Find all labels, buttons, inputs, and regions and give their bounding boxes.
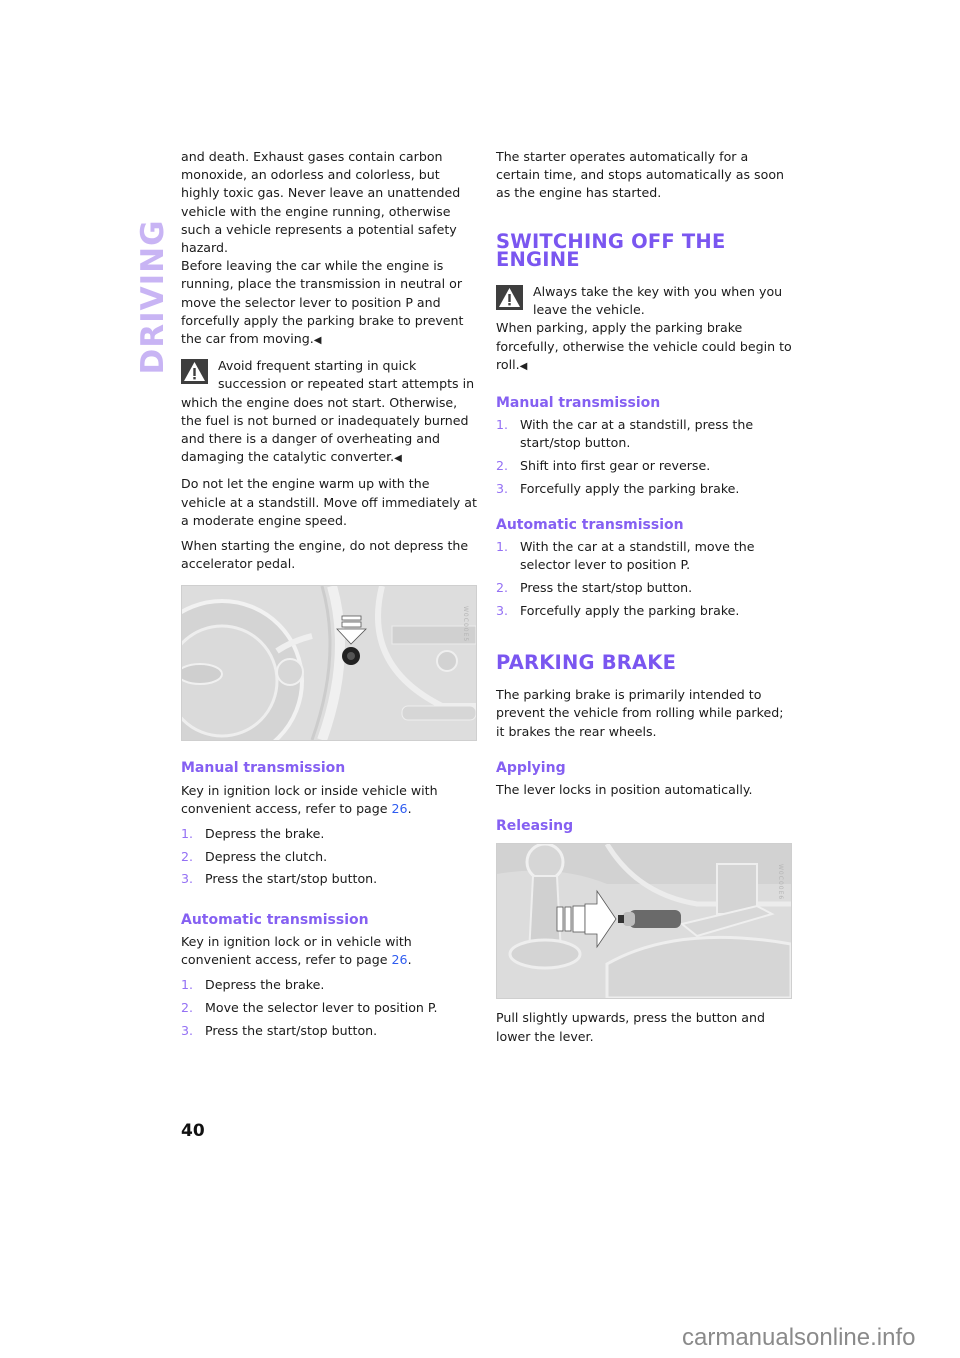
applying-text: The lever locks in position automatically. — [496, 782, 753, 798]
warning-take-key-text: Always take the key with you when you leave the vehicle. — [533, 284, 783, 318]
step-number: 1. — [181, 826, 194, 842]
step-number: 3. — [496, 602, 509, 618]
switch-off-manual-steps — [496, 416, 792, 498]
before-leaving-paragraph — [181, 257, 477, 350]
step-text: Depress the brake. — [205, 977, 325, 993]
step-text: With the car at a standstill, move the selector lever to position P. — [520, 539, 755, 573]
step-number: 3. — [181, 871, 194, 887]
manual-intro: Key in ignition lock or inside vehicle with convenient access, refer to page 26. — [181, 782, 438, 816]
warm-up-paragraph: Do not let the engine warm up with the vehicle at a standstill. Move off immediately at a moderate engine speed. — [181, 476, 477, 528]
automatic-start-steps — [181, 976, 477, 1040]
before-leaving-text: Before leaving the car while the engine is running, place the transmission in neutral or move the selector lever to position P and forcefully apply the parking brake to prevent the car from moving. — [181, 258, 464, 347]
watermark[interactable]: carmanualsonline.info — [682, 1324, 916, 1351]
step-number: 2. — [181, 848, 194, 864]
automatic-intro: Key in ignition lock or in vehicle with convenient access, refer to page 26. — [181, 933, 412, 968]
step-text: Forcefully apply the parking brake. — [520, 480, 740, 496]
manual-transmission-heading: Manual transmission — [181, 760, 346, 777]
warning-catalytic-text: Avoid frequent starting in quick succession or repeated start attempts in which the engine does not start. Otherwise, the fuel is not burned or inadequately burned and there is a danger of overheating and damaging the catalytic converter. — [181, 358, 475, 465]
list-item — [496, 602, 792, 620]
step-number: 2. — [496, 458, 509, 474]
switching-off-heading: SWITCHING OFF THE ENGINE — [496, 229, 726, 271]
step-number: 3. — [181, 1022, 194, 1038]
page-26-link[interactable]: 26 — [391, 800, 408, 816]
end-mark-icon: ◀ — [394, 453, 402, 465]
step-number: 3. — [496, 480, 509, 496]
list-item — [181, 1022, 477, 1040]
manual-start-steps — [181, 825, 477, 889]
page-26-link[interactable]: 26 — [391, 952, 408, 968]
starter-paragraph: The starter operates automatically for a certain time, and stops automatically as soon as the engine has started. — [496, 149, 785, 201]
end-mark-icon: ◀ — [519, 360, 528, 372]
list-item — [181, 999, 477, 1017]
figure-code: W0C00E6 — [777, 864, 784, 901]
switch-off-manual-heading: Manual transmission — [496, 395, 661, 412]
list-item — [496, 457, 792, 475]
section-tab-label: DRIVING — [135, 219, 171, 375]
list-item — [181, 870, 477, 888]
parking-force-paragraph — [496, 319, 792, 376]
warning-catalytic — [181, 357, 477, 468]
handbrake-illustration — [496, 843, 792, 999]
step-number: 2. — [496, 580, 509, 596]
switch-off-automatic-steps — [496, 538, 792, 620]
automatic-intro-text: Key in ignition lock or in vehicle with convenient access, refer to page — [181, 933, 412, 968]
warning-take-key — [496, 283, 792, 319]
steering-wheel-illustration — [181, 585, 477, 741]
step-text: Press the start/stop button. — [205, 1022, 378, 1038]
warning-triangle-icon — [181, 359, 208, 384]
list-item — [496, 579, 792, 597]
list-item — [181, 825, 477, 843]
step-text: Depress the brake. — [205, 826, 325, 842]
list-item — [496, 480, 792, 498]
warning-triangle-icon — [496, 285, 523, 310]
manual-intro-text: Key in ignition lock or inside vehicle with convenient access, refer to page — [181, 782, 438, 816]
handbrake-drawing — [497, 844, 791, 998]
step-number: 1. — [181, 977, 194, 993]
list-item — [496, 416, 792, 452]
steering-wheel-drawing — [182, 586, 476, 740]
releasing-heading: Releasing — [496, 818, 574, 835]
step-text: Forcefully apply the parking brake. — [520, 602, 740, 618]
step-number: 1. — [496, 539, 509, 555]
list-item — [181, 976, 477, 994]
switch-off-automatic-heading: Automatic transmission — [496, 517, 684, 534]
figure-code: W0C00E5 — [462, 606, 469, 643]
parking-brake-intro: The parking brake is primarily intended to prevent the vehicle from rolling while parked; it brakes the rear wheels. — [496, 687, 784, 739]
parking-force-text: When parking, apply the parking brake forcefully, otherwise the vehicle could begin to roll. — [496, 320, 792, 372]
applying-heading: Applying — [496, 759, 566, 776]
automatic-transmission-heading: Automatic transmission — [181, 911, 369, 928]
releasing-text: Pull slightly upwards, press the button and lower the lever. — [496, 1010, 765, 1044]
list-item — [181, 848, 477, 866]
list-item — [496, 538, 792, 574]
step-text: Shift into first gear or reverse. — [520, 458, 711, 474]
right-column — [496, 148, 792, 1053]
section-tab-driving — [133, 219, 173, 375]
step-text: Press the start/stop button. — [520, 580, 693, 596]
step-number: 1. — [496, 417, 509, 433]
intro-paragraph: and death. Exhaust gases contain carbon monoxide, an odorless and colorless, but highly toxic gas. Never leave an unattended vehicle with the engine running, otherwise such a vehicle represents a potential safety hazard. — [181, 149, 461, 256]
parking-brake-heading: PARKING BRAKE — [496, 651, 677, 675]
page-number: 40 — [181, 1121, 205, 1141]
step-text: Press the start/stop button. — [205, 871, 378, 887]
accelerator-paragraph: When starting the engine, do not depress the accelerator pedal. — [181, 538, 469, 572]
end-mark-icon: ◀ — [313, 335, 322, 347]
step-number: 2. — [181, 1000, 194, 1015]
step-text: With the car at a standstill, press the start/stop button. — [520, 417, 754, 451]
step-text: Move the selector lever to position P. — [205, 1000, 438, 1015]
step-text: Depress the clutch. — [205, 848, 328, 864]
left-column — [181, 148, 477, 1044]
